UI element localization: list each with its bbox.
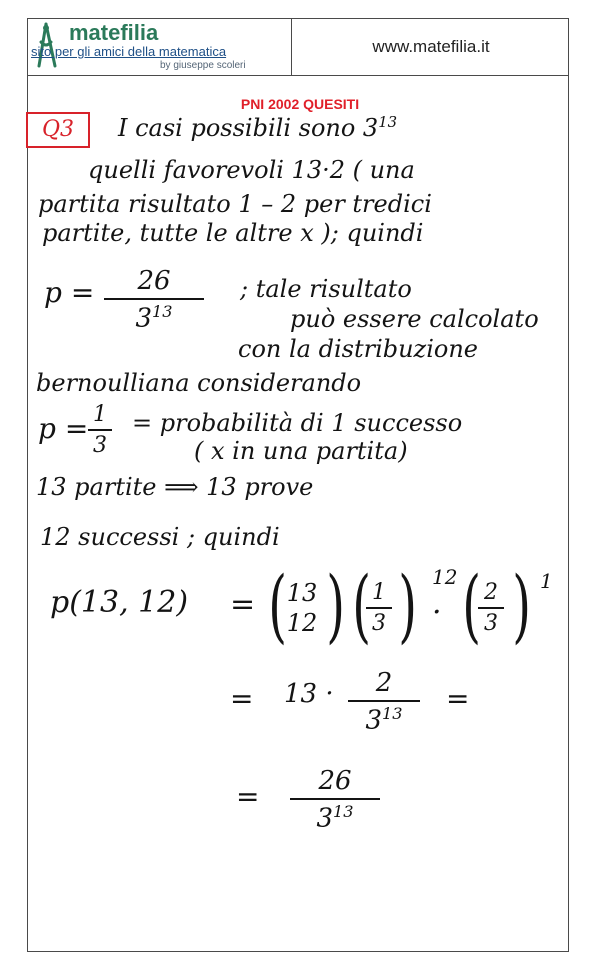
second-factor-numerator: 2 xyxy=(484,580,498,605)
denominator-exponent: 13 xyxy=(382,704,403,723)
fraction-bar xyxy=(348,700,420,702)
author-byline: by giuseppe scoleri xyxy=(160,60,246,71)
step-3-denominator xyxy=(290,802,380,834)
header-divider xyxy=(291,18,292,76)
second-factor-denominator: 3 xyxy=(484,611,498,636)
step-2-denominator xyxy=(348,704,420,736)
document-title: PNI 2002 QUESITI xyxy=(240,96,360,112)
fraction-bar xyxy=(104,298,204,300)
formula-equals: = xyxy=(230,587,256,622)
first-factor-exponent: 12 xyxy=(432,565,458,589)
text-line-1 xyxy=(118,114,397,141)
line-1-exponent: 13 xyxy=(378,113,398,131)
site-url: www.matefilia.it xyxy=(372,37,490,56)
step-3-fraction xyxy=(290,766,380,834)
probability-fraction xyxy=(104,266,204,334)
binomial-close-paren: ) xyxy=(326,559,345,652)
text-line-9: ( x in una partita) xyxy=(194,437,408,465)
fraction-bar xyxy=(478,607,504,609)
brand-name: matefilia xyxy=(69,20,159,45)
probability-denominator xyxy=(104,302,204,334)
text-line-8: = probabilità di 1 successo xyxy=(132,409,463,437)
page-header xyxy=(27,18,569,76)
step-3-numerator: 26 xyxy=(318,766,352,796)
success-probability-fraction xyxy=(88,402,112,458)
multiplication-dot: · xyxy=(432,595,442,630)
second-factor-exponent: 1 xyxy=(540,569,553,593)
second-factor-fraction xyxy=(478,580,504,636)
denominator-base: 3 xyxy=(365,705,383,736)
first-factor-fraction xyxy=(366,580,392,636)
step-2-coefficient: 13 · xyxy=(284,679,334,709)
fraction-bar xyxy=(88,429,112,431)
text-line-2: quelli favorevoli 13·2 ( una xyxy=(88,156,415,184)
first-factor-open-paren: ( xyxy=(352,559,371,652)
step-3-equals: = xyxy=(236,780,260,813)
binomial-top: 13 xyxy=(286,579,318,607)
probability-numerator: 26 xyxy=(137,266,171,296)
second-factor-close-paren: ) xyxy=(512,559,531,652)
text-line-5a: ; tale risultato xyxy=(240,275,412,303)
text-line-5b: può essere calcolato xyxy=(290,305,539,333)
first-factor-denominator: 3 xyxy=(372,611,386,636)
step-2-numerator: 2 xyxy=(375,668,393,698)
first-factor-close-paren: ) xyxy=(398,559,417,652)
second-factor-open-paren: ( xyxy=(462,559,481,652)
text-line-6: con la distribuzione xyxy=(238,335,478,363)
denominator-exponent: 13 xyxy=(333,802,354,821)
binomial-coefficient xyxy=(282,578,322,638)
step-2-fraction xyxy=(348,668,420,736)
binomial-bottom: 12 xyxy=(286,609,318,637)
binomial-open-paren: ( xyxy=(268,559,287,652)
denominator-exponent: 13 xyxy=(152,302,173,321)
text-line-7: bernoulliana considerando xyxy=(36,369,362,397)
success-denominator: 3 xyxy=(93,433,107,458)
text-line-3: partita risultato 1 – 2 per tredici xyxy=(38,190,432,218)
step-2-equals: = xyxy=(230,682,254,715)
formula-lhs: p(13, 12) xyxy=(50,585,189,620)
denominator-base: 3 xyxy=(316,803,334,834)
line-1-text: I casi possibili sono 3 xyxy=(118,114,379,142)
denominator-base: 3 xyxy=(135,303,153,334)
site-tagline: sito per gli amici della matematica xyxy=(31,44,227,59)
question-label: Q3 xyxy=(26,112,90,148)
probability-label: p = xyxy=(44,276,95,309)
fraction-bar xyxy=(366,607,392,609)
success-numerator: 1 xyxy=(93,402,107,427)
first-factor-numerator: 1 xyxy=(372,580,386,605)
text-line-10: 13 partite ⟹ 13 prove xyxy=(36,473,314,501)
text-line-4: partite, tutte le altre x ); quindi xyxy=(42,219,424,247)
step-2-trailing-equals: = xyxy=(446,682,470,715)
success-probability-label: p = xyxy=(38,412,89,445)
text-line-11: 12 successi ; quindi xyxy=(40,523,280,551)
fraction-bar xyxy=(290,798,380,800)
